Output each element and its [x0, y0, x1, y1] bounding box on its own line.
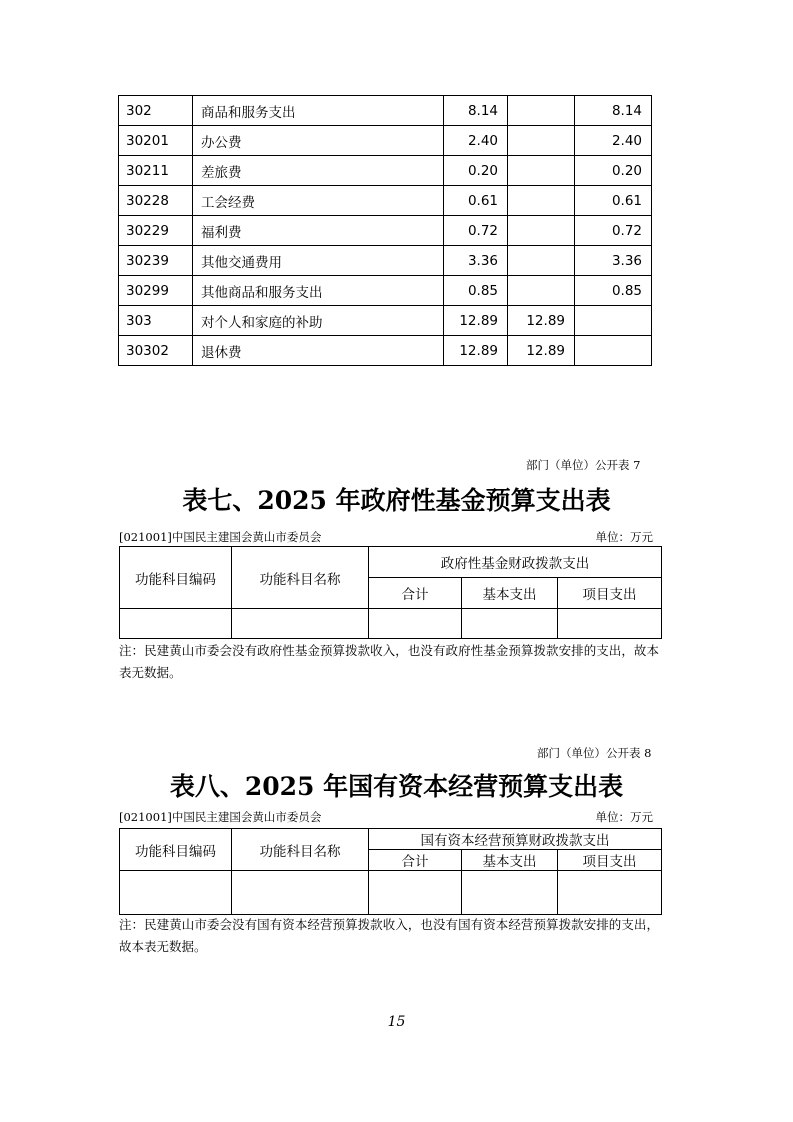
expense-basic: 12.89 — [508, 306, 575, 336]
expense-project — [575, 306, 652, 336]
table-row — [119, 306, 652, 336]
table8-org: [021001]中国民主建国会黄山市委员会 — [119, 810, 322, 824]
expense-code: 30239 — [119, 246, 193, 276]
expense-project: 0.72 — [575, 216, 652, 246]
expense-total: 12.89 — [444, 306, 508, 336]
table-row — [119, 186, 652, 216]
table7-cell — [232, 609, 369, 639]
expense-name: 其他商品和服务支出 — [193, 276, 444, 306]
table7-header-project: 项目支出 — [558, 578, 662, 609]
expense-basic — [508, 96, 575, 126]
table8-tag: 部门（单位）公开表 8 — [537, 746, 652, 760]
expense-name: 退休费 — [193, 336, 444, 366]
table8-empty-row — [120, 871, 662, 915]
table-row — [119, 246, 652, 276]
table7-unit: 单位：万元 — [595, 530, 653, 544]
table8-header-name: 功能科目名称 — [232, 829, 369, 871]
expense-project: 0.85 — [575, 276, 652, 306]
expense-project: 0.20 — [575, 156, 652, 186]
table7-cell — [558, 609, 662, 639]
table8-title: 表八、2025 年国有资本经营预算支出表 — [169, 772, 624, 801]
table8-cell — [232, 871, 369, 915]
expense-basic — [508, 126, 575, 156]
expense-total: 12.89 — [444, 336, 508, 366]
expense-code: 30228 — [119, 186, 193, 216]
page-number: 15 — [387, 1014, 406, 1030]
table8-header-basic: 基本支出 — [462, 850, 558, 871]
table7-header-basic: 基本支出 — [462, 578, 558, 609]
table-row — [119, 276, 652, 306]
table7-header-code: 功能科目编码 — [120, 547, 232, 609]
table7-cell — [369, 609, 462, 639]
expense-name: 商品和服务支出 — [193, 96, 444, 126]
expense-name: 工会经费 — [193, 186, 444, 216]
table7-note: 注：民建黄山市委会没有政府性基金预算拨款收入，也没有政府性基金预算拨款安排的支出，故本表无数据。 — [119, 643, 659, 680]
expense-basic — [508, 246, 575, 276]
table7-empty-row — [120, 609, 662, 639]
table7-header-group: 政府性基金财政拨款支出 — [369, 547, 662, 578]
expense-total: 2.40 — [444, 126, 508, 156]
table8-cell — [558, 871, 662, 915]
expense-code: 302 — [119, 96, 193, 126]
table7-cell — [120, 609, 232, 639]
expense-code: 303 — [119, 306, 193, 336]
table8-unit: 单位：万元 — [595, 810, 653, 824]
expense-basic: 12.89 — [508, 336, 575, 366]
table-row — [119, 216, 652, 246]
expense-name: 办公费 — [193, 126, 444, 156]
table7-header-name: 功能科目名称 — [232, 547, 369, 609]
table7-org: [021001]中国民主建国会黄山市委员会 — [119, 530, 322, 544]
expense-basic — [508, 186, 575, 216]
expense-table — [118, 95, 652, 366]
table-row — [119, 96, 652, 126]
table8-header-code: 功能科目编码 — [120, 829, 232, 871]
expense-table-body — [119, 96, 652, 366]
expense-total: 3.36 — [444, 246, 508, 276]
expense-code: 30211 — [119, 156, 193, 186]
expense-code: 30201 — [119, 126, 193, 156]
table7-cell — [462, 609, 558, 639]
table8-cell — [120, 871, 232, 915]
expense-project: 8.14 — [575, 96, 652, 126]
table7-title: 表七、2025 年政府性基金预算支出表 — [182, 486, 611, 515]
table7-tag: 部门（单位）公开表 7 — [526, 458, 641, 472]
table8 — [119, 828, 662, 915]
expense-project: 3.36 — [575, 246, 652, 276]
expense-basic — [508, 276, 575, 306]
table8-header-total: 合计 — [369, 850, 462, 871]
expense-total: 8.14 — [444, 96, 508, 126]
expense-project — [575, 336, 652, 366]
expense-name: 其他交通费用 — [193, 246, 444, 276]
expense-name: 差旅费 — [193, 156, 444, 186]
expense-total: 0.20 — [444, 156, 508, 186]
expense-total: 0.72 — [444, 216, 508, 246]
expense-project: 0.61 — [575, 186, 652, 216]
expense-name: 福利费 — [193, 216, 444, 246]
expense-basic — [508, 216, 575, 246]
table8-cell — [369, 871, 462, 915]
table7-header-total: 合计 — [369, 578, 462, 609]
table8-header-group: 国有资本经营预算财政拨款支出 — [369, 829, 662, 850]
expense-total: 0.61 — [444, 186, 508, 216]
expense-basic — [508, 156, 575, 186]
expense-code: 30299 — [119, 276, 193, 306]
expense-code: 30302 — [119, 336, 193, 366]
table7 — [119, 546, 662, 639]
table-row — [119, 336, 652, 366]
table-row — [119, 126, 652, 156]
table-row — [119, 156, 652, 186]
table8-header-project: 项目支出 — [558, 850, 662, 871]
expense-code: 30229 — [119, 216, 193, 246]
expense-name: 对个人和家庭的补助 — [193, 306, 444, 336]
expense-project: 2.40 — [575, 126, 652, 156]
table8-note: 注：民建黄山市委会没有国有资本经营预算拨款收入，也没有国有资本经营预算拨款安排的支出，故本表无数据。 — [119, 917, 659, 954]
table8-cell — [462, 871, 558, 915]
expense-total: 0.85 — [444, 276, 508, 306]
